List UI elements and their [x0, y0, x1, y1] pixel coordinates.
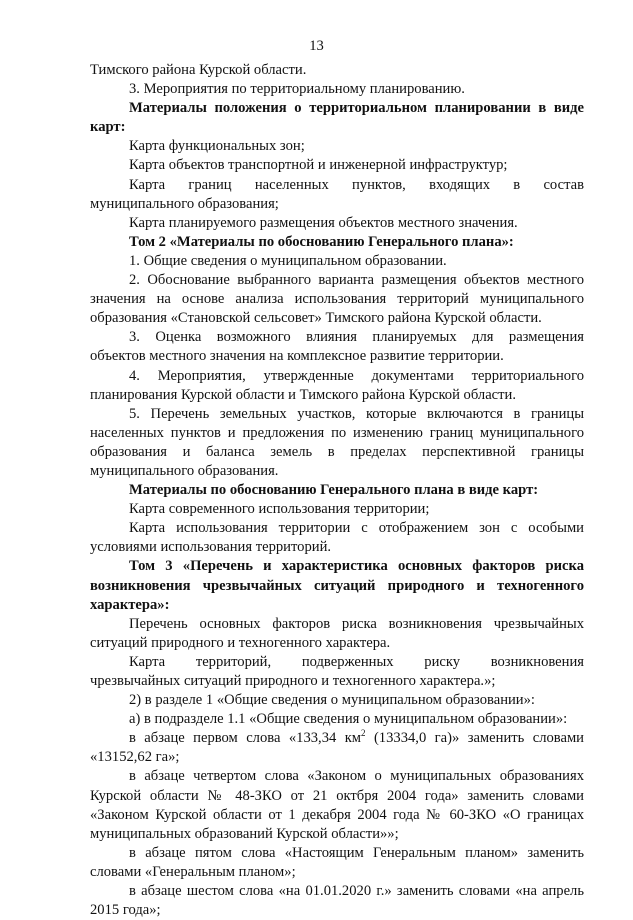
- text-line: Карта современного использования территории;: [129, 501, 430, 518]
- text-line: Карта объектов транспортной и инженерной инфраструктур;: [129, 157, 508, 174]
- text-line: 1. Общие сведения о муниципальном образовании.: [129, 252, 447, 269]
- text-line: муниципального образования.: [90, 462, 279, 479]
- text-line: чрезвычайных ситуаций природного и техногенного характера.»;: [90, 673, 496, 689]
- text-line: 2015 года»;: [90, 902, 161, 919]
- text-line: условиями использования территорий.: [90, 539, 332, 556]
- text-line: в абзаце первом слова «133,34 $км^2$ (13334,0 га)» заменить словами: [129, 728, 584, 747]
- text-line: характера»:: [90, 596, 170, 613]
- text-line: муниципальных образований Курской области»»;: [90, 825, 399, 842]
- text-line: Материалы положения о территориальном планировании в виде: [129, 100, 584, 117]
- text-line: 5. Перечень земельных участков, которые включаются в границы: [129, 405, 584, 422]
- text-line: в абзаце пятом слова «Настоящим Генеральным планом» заменить: [129, 844, 584, 861]
- text-line: «13152,62 га»;: [90, 749, 180, 766]
- text-line: Материалы по обоснованию Генерального плана в виде карт:: [129, 482, 539, 499]
- text-line: «Законом Курской области от 1 декабря 2004 года № 60-ЗКО «О границах: [90, 806, 584, 823]
- text-line: населенных пунктов и предложения по изменению границ муниципального: [90, 424, 584, 441]
- text-line: Карта границ населенных пунктов, входящих в состав: [129, 176, 584, 193]
- page-number: 13: [309, 38, 324, 54]
- text-line: Карта использования территории с отображением зон с особыми: [129, 520, 584, 537]
- text-line: муниципального образования;: [90, 195, 279, 212]
- text-line: возникновения чрезвычайных ситуаций природного и техногенного: [90, 577, 584, 594]
- text-line: планирования Курской области и Тимского района Курской области.: [90, 386, 516, 403]
- text-line: значения на основе анализа использования территорий муниципального: [90, 291, 584, 308]
- text-line: Курской области № 48-ЗКО от 21 октбря 2004 года» заменить словами: [90, 787, 584, 804]
- text-line: Том 3 «Перечень и характеристика основных факторов риска: [129, 558, 584, 575]
- text-line: Карта функциональных зон;: [129, 138, 305, 155]
- text-line: в абзаце четвертом слова «Законом о муниципальных образованиях: [129, 768, 584, 785]
- text-line: Том 2 «Материалы по обоснованию Генерального плана»:: [129, 233, 514, 250]
- text-line: Тимского района Курской области.: [90, 62, 307, 78]
- text-line: карт:: [90, 119, 126, 136]
- text-line: образования и баланса земель в пределах перспективной границы: [90, 443, 584, 460]
- text-line: Карта планируемого размещения объектов местного значения.: [129, 214, 518, 231]
- text-line: словами «Генеральным планом»;: [90, 863, 296, 880]
- text-line: 3. Мероприятия по территориальному планированию.: [129, 81, 465, 98]
- text-line: Карта территорий, подверженных риску возникновения: [129, 653, 584, 670]
- text-line: 4. Мероприятия, утвержденные документами территориального: [129, 367, 584, 384]
- text-line: 2. Обоснование выбранного варианта размещения объектов местного: [129, 272, 584, 289]
- text-line: Перечень основных факторов риска возникновения чрезвычайных: [129, 615, 584, 632]
- text-line: образования «Становской сельсовет» Тимского района Курской области.: [90, 310, 542, 327]
- text-line: 3. Оценка возможного влияния планируемых для размещения: [129, 329, 584, 346]
- text-line: а) в подразделе 1.1 «Общие сведения о муниципальном образовании»:: [129, 711, 568, 728]
- text-line: объектов местного значения на комплексное развитие территории.: [90, 348, 504, 365]
- text-line: ситуаций природного и техногенного характера.: [90, 634, 391, 651]
- document-body: [90, 61, 584, 920]
- text-line: в абзаце шестом слова «на 01.01.2020 г.» заменить словами «на апрель: [129, 883, 584, 900]
- text-line: 2) в разделе 1 «Общие сведения о муниципальном образовании»:: [129, 692, 535, 709]
